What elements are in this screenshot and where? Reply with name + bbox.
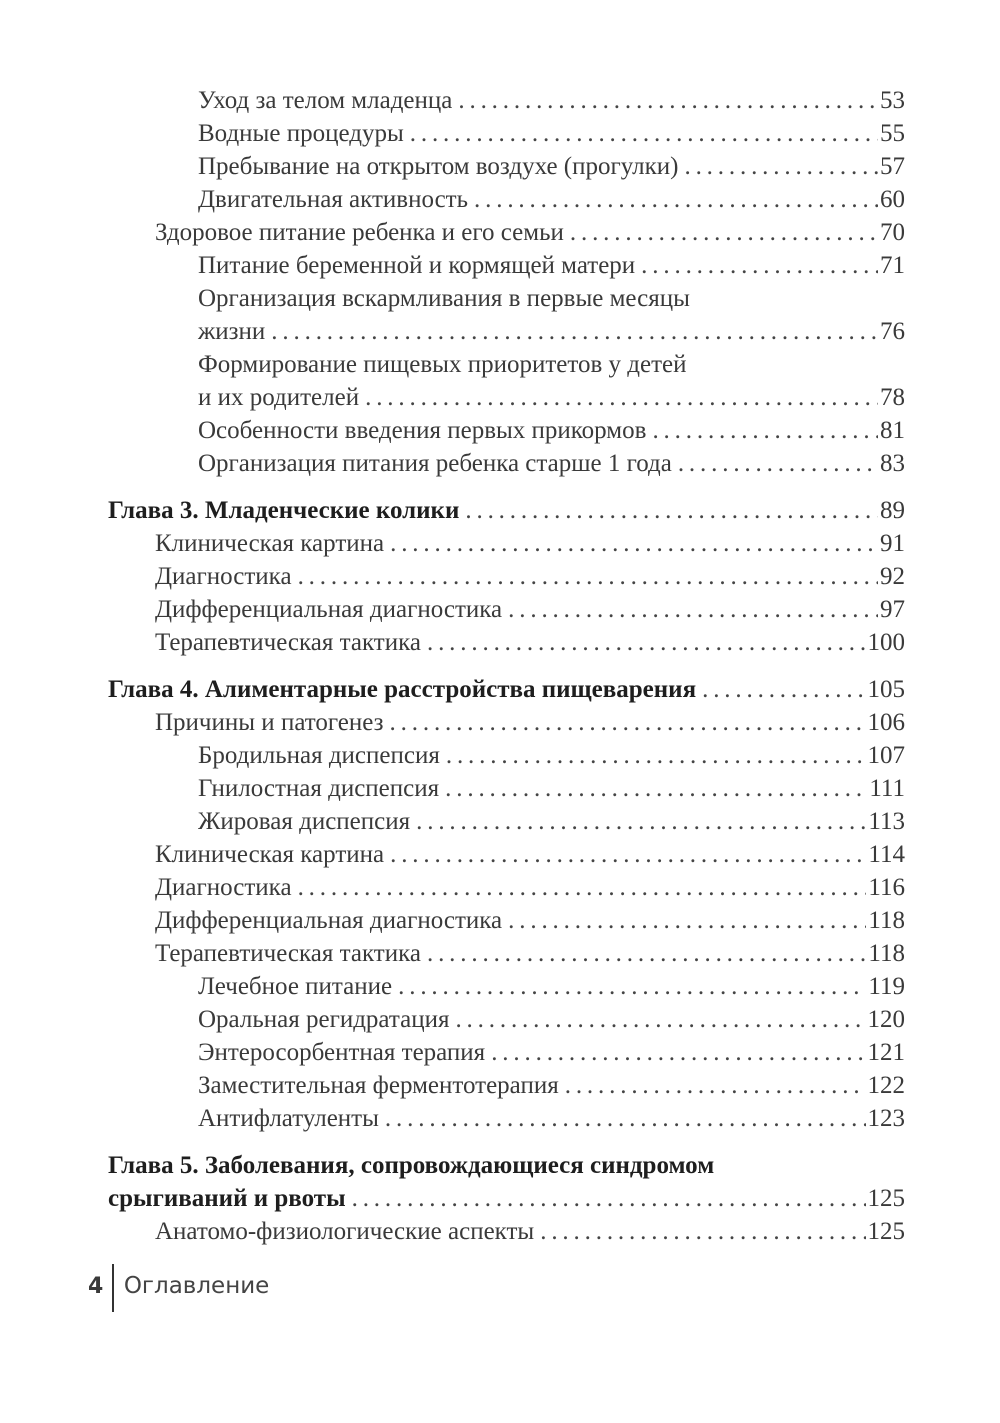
toc-entry-page: 83 <box>880 450 905 477</box>
dot-leader <box>390 706 866 739</box>
dot-leader <box>491 1036 865 1069</box>
dot-leader <box>702 673 865 706</box>
toc-entry[interactable] <box>108 1102 905 1135</box>
dot-leader <box>565 1069 866 1102</box>
toc-entry-title-line1: Организация вскармливания в первые месяцы <box>198 285 690 312</box>
toc-entry-page: 114 <box>868 841 905 868</box>
toc-entry[interactable] <box>108 84 905 117</box>
toc-entry-page: 100 <box>867 629 905 656</box>
dot-leader <box>390 838 866 871</box>
table-of-contents <box>108 84 905 1248</box>
toc-entry-title: Терапевтическая тактика <box>155 940 421 967</box>
toc-entry-title: Дифференциальная диагностика <box>155 907 503 934</box>
toc-entry[interactable] <box>108 216 905 249</box>
dot-leader <box>652 414 878 447</box>
toc-entry[interactable] <box>108 805 905 838</box>
toc-chapter[interactable] <box>108 673 905 706</box>
toc-entry-page: 113 <box>868 808 905 835</box>
toc-entry-title: Здоровое питание ребенка и его семьи <box>155 219 564 246</box>
toc-entry[interactable] <box>108 117 905 150</box>
dot-leader <box>458 84 878 117</box>
toc-entry-page: 81 <box>880 417 905 444</box>
toc-entry-page: 55 <box>880 120 905 147</box>
toc-entry-title: Клиническая картина <box>155 841 385 868</box>
toc-entry-title: Причины и патогенез <box>155 709 384 736</box>
toc-entry-page: 91 <box>880 530 905 557</box>
toc-entry-page: 53 <box>880 87 905 114</box>
toc-entry[interactable] <box>108 838 905 871</box>
toc-entry-page: 118 <box>868 940 905 967</box>
page-number: 4 <box>88 1273 104 1299</box>
toc-entry-title: Заместительная ферментотерапия <box>198 1072 559 1099</box>
toc-entry-title: Водные процедуры <box>198 120 404 147</box>
toc-entry-page: 78 <box>880 384 905 411</box>
toc-entry[interactable] <box>108 1069 905 1102</box>
toc-chapter[interactable] <box>108 1149 905 1215</box>
dot-leader <box>641 249 878 282</box>
toc-entry[interactable] <box>108 937 905 970</box>
dot-leader <box>365 381 878 414</box>
toc-entry[interactable] <box>108 1215 905 1248</box>
toc-entry-page: 125 <box>867 1185 905 1212</box>
toc-entry-page: 116 <box>868 874 905 901</box>
toc-entry[interactable] <box>108 1036 905 1069</box>
toc-entry[interactable] <box>108 871 905 904</box>
toc-entry-page: 70 <box>880 219 905 246</box>
toc-chapter-title: срыгиваний и рвоты <box>108 1185 346 1212</box>
toc-entry-title: Энтеросорбентная терапия <box>198 1039 486 1066</box>
toc-entry-page: 57 <box>880 153 905 180</box>
toc-entry-title: Жировая диспепсия <box>198 808 411 835</box>
toc-entry-title: Клиническая картина <box>155 530 385 557</box>
dot-leader <box>298 871 867 904</box>
toc-chapter-title: Глава 3. Младенческие колики <box>108 497 460 524</box>
dot-leader <box>427 937 866 970</box>
toc-entry[interactable] <box>108 739 905 772</box>
dot-leader <box>540 1215 865 1248</box>
toc-entry[interactable] <box>108 1003 905 1036</box>
toc-entry-title: Диагностика <box>155 563 292 590</box>
dot-leader <box>446 739 866 772</box>
dot-leader <box>410 117 878 150</box>
toc-entry-title: Анатомо-физиологические аспекты <box>155 1218 535 1245</box>
toc-entry-title: Диагностика <box>155 874 292 901</box>
toc-entry-page: 119 <box>868 973 905 1000</box>
toc-entry-page: 92 <box>880 563 905 590</box>
toc-entry-page: 125 <box>867 1218 905 1245</box>
toc-entry[interactable] <box>108 348 905 414</box>
toc-entry-title: Терапевтическая тактика <box>155 629 421 656</box>
toc-entry[interactable] <box>108 626 905 659</box>
toc-entry[interactable] <box>108 560 905 593</box>
dot-leader <box>508 904 866 937</box>
dot-leader <box>352 1182 866 1215</box>
dot-leader <box>385 1102 866 1135</box>
toc-entry-title: Особенности введения первых прикормов <box>198 417 647 444</box>
dot-leader <box>445 772 867 805</box>
toc-entry-title: Гнилостная диспепсия <box>198 775 440 802</box>
toc-entry-page: 105 <box>867 676 905 703</box>
toc-entry[interactable] <box>108 593 905 626</box>
toc-entry-title: Бродильная диспепсия <box>198 742 440 769</box>
dot-leader <box>474 183 878 216</box>
toc-entry-page: 106 <box>867 709 905 736</box>
toc-entry-title: жизни <box>198 318 266 345</box>
toc-entry-title: и их родителей <box>198 384 360 411</box>
toc-entry-title: Уход за телом младенца <box>198 87 453 114</box>
toc-entry-page: 60 <box>880 186 905 213</box>
toc-entry-title: Организация питания ребенка старше 1 года <box>198 450 672 477</box>
toc-entry[interactable] <box>108 904 905 937</box>
dot-leader <box>398 970 866 1003</box>
toc-entry-page: 111 <box>869 775 905 802</box>
toc-entry-page: 120 <box>867 1006 905 1033</box>
toc-entry-title-line1: Формирование пищевых приоритетов у детей <box>198 351 687 378</box>
toc-entry[interactable] <box>108 414 905 447</box>
dot-leader <box>570 216 878 249</box>
toc-entry-page: 107 <box>867 742 905 769</box>
toc-chapter-title: Глава 4. Алиментарные расстройства пищеварения <box>108 676 697 703</box>
toc-entry[interactable] <box>108 249 905 282</box>
toc-entry-page: 123 <box>867 1105 905 1132</box>
toc-entry[interactable] <box>108 150 905 183</box>
dot-leader <box>678 447 878 480</box>
toc-entry[interactable] <box>108 970 905 1003</box>
toc-entry-page: 118 <box>868 907 905 934</box>
toc-entry[interactable] <box>108 772 905 805</box>
dot-leader <box>427 626 866 659</box>
toc-entry-title: Антифлатуленты <box>198 1105 379 1132</box>
toc-entry-title: Лечебное питание <box>198 973 393 1000</box>
toc-entry-page: 122 <box>867 1072 905 1099</box>
toc-entry-page: 71 <box>880 252 905 279</box>
dot-leader <box>465 494 878 527</box>
toc-chapter-title-line1: Глава 5. Заболевания, сопровождающиеся синдромом <box>108 1152 715 1179</box>
dot-leader <box>298 560 878 593</box>
toc-chapter[interactable] <box>108 494 905 527</box>
dot-leader <box>390 527 878 560</box>
dot-leader <box>684 150 878 183</box>
dot-leader <box>508 593 878 626</box>
toc-entry-page: 97 <box>880 596 905 623</box>
dot-leader <box>416 805 866 838</box>
dot-leader <box>455 1003 865 1036</box>
running-title: Оглавление <box>123 1273 270 1299</box>
toc-entry-page: 89 <box>880 497 905 524</box>
toc-entry[interactable] <box>108 282 905 348</box>
toc-entry-title: Оральная регидратация <box>198 1006 450 1033</box>
toc-entry[interactable] <box>108 183 905 216</box>
toc-entry-page: 121 <box>867 1039 905 1066</box>
toc-entry-title: Питание беременной и кормящей матери <box>198 252 636 279</box>
toc-entry-title: Пребывание на открытом воздухе (прогулки) <box>198 153 679 180</box>
dot-leader <box>271 315 878 348</box>
toc-entry[interactable] <box>108 706 905 739</box>
page-footer <box>88 1268 269 1304</box>
toc-entry[interactable] <box>108 527 905 560</box>
toc-entry-page: 76 <box>880 318 905 345</box>
toc-entry[interactable] <box>108 447 905 480</box>
toc-entry-title: Двигательная активность <box>198 186 469 213</box>
toc-entry-title: Дифференциальная диагностика <box>155 596 503 623</box>
